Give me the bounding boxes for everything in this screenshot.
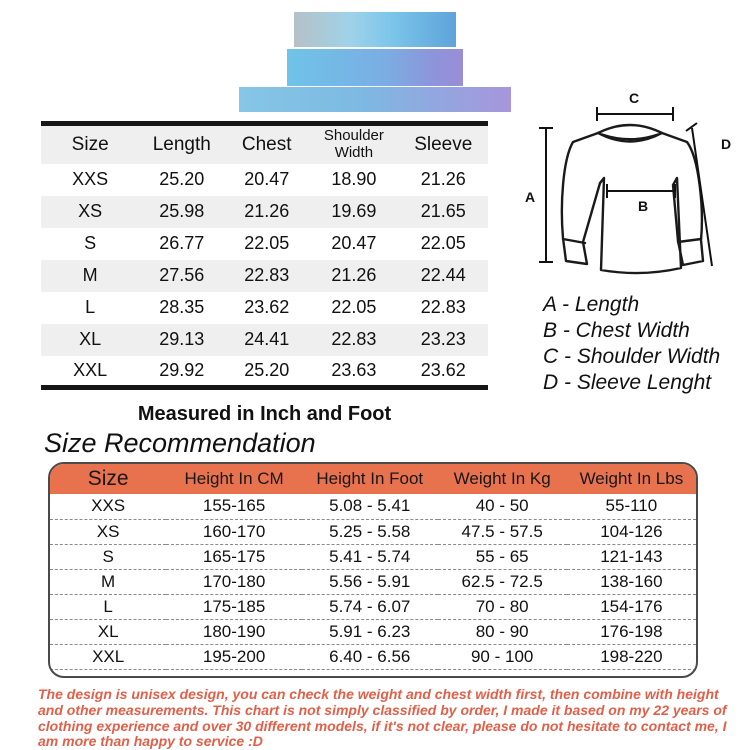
cell-weight-lbs: 121-143 <box>567 544 696 569</box>
cell-sleeve: 22.05 <box>420 233 466 253</box>
cell-length: 25.98 <box>159 201 205 221</box>
legend-item-sleeve-length: D - Sleeve Lenght <box>543 371 712 394</box>
cell-size: XL <box>79 329 102 349</box>
column-header-size: Size <box>71 133 109 155</box>
measure-line-c <box>597 107 673 121</box>
column-header-size: Size <box>87 467 129 490</box>
diagram-label-b: B <box>637 198 649 214</box>
cell-sleeve: 22.44 <box>420 265 466 285</box>
cell-weight-lbs: 55-110 <box>567 494 696 519</box>
cell-size: L <box>50 594 166 619</box>
cell-height-cm: 180-190 <box>166 619 302 644</box>
cell-shoulder-width: 20.47 <box>331 233 377 253</box>
cell-length: 29.92 <box>159 359 205 380</box>
measurement-table-header <box>41 124 488 164</box>
recommendation-table <box>50 464 696 670</box>
diagram-label-a: A <box>524 189 536 205</box>
cell-chest: 22.05 <box>244 233 290 253</box>
cell-size: M <box>50 569 166 594</box>
cell-height-cm: 160-170 <box>166 519 302 544</box>
legend-item-shoulder-width: C - Shoulder Width <box>543 345 721 368</box>
table-row <box>50 494 696 519</box>
cell-sleeve: 23.23 <box>420 329 466 349</box>
cell-sleeve: 21.26 <box>420 169 466 189</box>
cell-chest: 20.47 <box>244 169 290 189</box>
cell-weight-kg: 47.5 - 57.5 <box>438 519 567 544</box>
column-header-chest: Chest <box>241 133 292 155</box>
cell-size: S <box>84 233 97 253</box>
diagram-label-d: D <box>720 136 732 152</box>
cell-length: 25.20 <box>159 169 205 189</box>
brand-title <box>294 12 456 47</box>
sweatshirt-outline <box>562 125 703 273</box>
cell-sleeve: 21.65 <box>420 201 466 221</box>
table-row <box>41 356 488 388</box>
cell-chest: 21.26 <box>244 201 290 221</box>
column-header-shoulder-width: Shoulder Width <box>323 127 384 161</box>
cell-size: XS <box>50 519 166 544</box>
cell-weight-kg: 70 - 80 <box>438 594 567 619</box>
cell-sleeve: 23.62 <box>420 359 466 380</box>
recommendation-heading: Size Recommendation <box>44 428 316 458</box>
table-row <box>41 324 488 356</box>
diagram-label-c: C <box>628 90 640 106</box>
column-header-height-foot: Height In Foot <box>316 469 424 488</box>
table-row <box>50 594 696 619</box>
table-row <box>50 569 696 594</box>
cell-length: 27.56 <box>159 265 205 285</box>
table-row <box>50 544 696 569</box>
cell-height-cm: 165-175 <box>166 544 302 569</box>
measurement-table-body <box>41 164 488 388</box>
footer-note: The design is unisex design, you can check the weight and chest width first, then combine with height and other measurements. This chart is not simply classified by order, I made it based on my 22 years of clothing experience and over 30 different models, if it's not clear, please do not hesitate to contact me, I am more than happy to service :D <box>38 686 727 750</box>
cell-size: XXS <box>50 494 166 519</box>
cell-chest: 25.20 <box>244 359 290 380</box>
cell-weight-lbs: 198-220 <box>567 644 696 669</box>
cell-size: XXL <box>50 644 166 669</box>
cell-sleeve: 22.83 <box>420 297 466 317</box>
column-header-length: Length <box>152 133 211 155</box>
cell-height-foot: 5.91 - 6.23 <box>302 619 438 644</box>
table-row <box>50 519 696 544</box>
legend-item-chest-width: B - Chest Width <box>543 319 690 342</box>
cell-height-foot: 5.25 - 5.58 <box>302 519 438 544</box>
cell-chest: 22.83 <box>244 265 290 285</box>
diagram-legend <box>543 292 720 396</box>
table-row <box>50 644 696 669</box>
recommendation-table-frame <box>48 462 698 678</box>
measurement-table <box>41 121 488 390</box>
measure-line-a <box>539 128 553 262</box>
page-subtitle <box>239 87 511 111</box>
column-header-sleeve: Sleeve <box>414 133 473 155</box>
column-header-weight-kg: Weight In Kg <box>453 469 551 488</box>
cell-size: XXL <box>73 359 108 380</box>
cell-height-cm: 195-200 <box>166 644 302 669</box>
cell-shoulder-width: 18.90 <box>331 169 377 189</box>
cell-height-foot: 5.08 - 5.41 <box>302 494 438 519</box>
cell-chest: 24.41 <box>244 329 290 349</box>
cell-weight-kg: 80 - 90 <box>438 619 567 644</box>
sweatshirt-diagram <box>505 90 750 290</box>
cell-weight-kg: 90 - 100 <box>438 644 567 669</box>
cell-size: L <box>85 297 96 317</box>
measurement-unit-note: Measured in Inch and Foot <box>137 403 392 425</box>
cell-weight-lbs: 138-160 <box>567 569 696 594</box>
cell-shoulder-width: 23.63 <box>331 359 377 380</box>
cell-height-foot: 6.40 - 6.56 <box>302 644 438 669</box>
cell-weight-lbs: 176-198 <box>567 619 696 644</box>
right-cuff-line <box>678 239 701 242</box>
cell-shoulder-width: 22.83 <box>331 329 377 349</box>
cell-weight-kg: 62.5 - 72.5 <box>438 569 567 594</box>
table-row <box>41 292 488 324</box>
cell-length: 28.35 <box>159 297 205 317</box>
table-row <box>50 619 696 644</box>
cell-weight-lbs: 104-126 <box>567 519 696 544</box>
cell-length: 29.13 <box>159 329 205 349</box>
cell-length: 26.77 <box>159 233 205 253</box>
cell-weight-kg: 40 - 50 <box>438 494 567 519</box>
cell-size: XXS <box>72 169 109 189</box>
column-header-weight-lbs: Weight In Lbs <box>579 469 684 488</box>
cell-size: XS <box>78 201 103 221</box>
cell-size: XL <box>50 619 166 644</box>
cell-size: S <box>50 544 166 569</box>
cell-height-foot: 5.41 - 5.74 <box>302 544 438 569</box>
recommendation-table-body <box>50 494 696 669</box>
cell-chest: 23.62 <box>244 297 290 317</box>
cell-height-cm: 155-165 <box>166 494 302 519</box>
table-row <box>41 260 488 292</box>
table-row <box>41 164 488 196</box>
recommendation-table-header <box>50 464 696 494</box>
left-cuff-line <box>563 239 585 243</box>
cell-shoulder-width: 19.69 <box>331 201 377 221</box>
measure-line-b <box>607 184 675 198</box>
cell-weight-kg: 55 - 65 <box>438 544 567 569</box>
cell-size: M <box>82 265 98 285</box>
cell-height-foot: 5.74 - 6.07 <box>302 594 438 619</box>
table-row <box>41 196 488 228</box>
cell-height-foot: 5.56 - 5.91 <box>302 569 438 594</box>
cell-shoulder-width: 21.26 <box>331 265 377 285</box>
table-row <box>41 228 488 260</box>
cell-height-cm: 170-180 <box>166 569 302 594</box>
page-title <box>287 49 463 87</box>
cell-height-cm: 175-185 <box>166 594 302 619</box>
legend-item-length: A - Length <box>543 293 640 316</box>
cell-weight-lbs: 154-176 <box>567 594 696 619</box>
cell-shoulder-width: 22.05 <box>331 297 377 317</box>
column-header-height-cm: Height In CM <box>184 469 284 488</box>
